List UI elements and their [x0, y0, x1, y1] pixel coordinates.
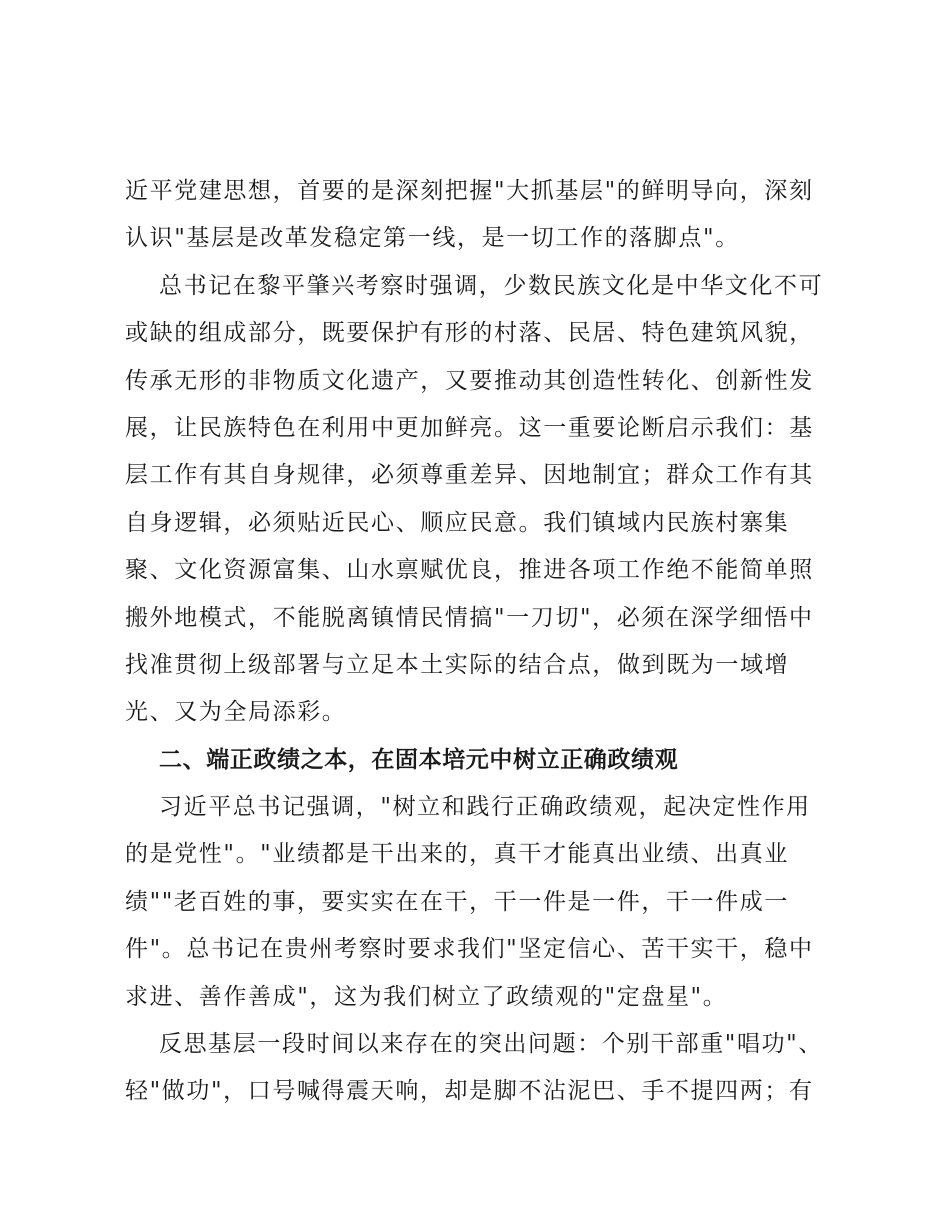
body-line: 自身逻辑，必须贴近民心、顺应民意。我们镇域内民族村寨集: [125, 509, 790, 536]
body-line: 近平党建思想，首要的是深刻把握"大抓基层"的鲜明导向，深刻: [125, 178, 814, 204]
body-line: 聚、文化资源富集、山水禀赋优良，推进各项工作绝不能简单照: [125, 557, 814, 584]
body-line: 认识"基层是改革发稳定第一线，是一切工作的落脚点"。: [125, 225, 740, 252]
body-line: 绩""老百姓的事，要实实在在干，干一件是一件，干一件成一: [125, 888, 789, 915]
body-line: 传承无形的非物质文化遗产，又要推动其创造性转化、创新性发: [125, 367, 814, 394]
section-heading: 二、端正政绩之本，在固本培元中树立正确政绩观: [159, 746, 679, 773]
body-line: 总书记在黎平肇兴考察时强调，少数民族文化是中华文化不可: [159, 272, 824, 299]
body-line: 件"。总书记在贵州考察时要求我们"坚定信心、苦干实干，稳中: [125, 936, 814, 963]
body-line: 展，让民族特色在利用中更加鲜亮。这一重要论断启示我们：基: [125, 414, 814, 441]
body-line: 习近平总书记强调，"树立和践行正确政绩观，起决定性作用: [159, 794, 811, 821]
body-line: 找准贯彻上级部署与立足本土实际的结合点，做到既为一域增: [125, 651, 790, 678]
body-line: 反思基层一段时间以来存在的突出问题：个别干部重"唱功"、: [159, 1031, 823, 1058]
document-body: [125, 168, 825, 1116]
body-line: 搬外地模式，不能脱离镇情民情搞"一刀切"，必须在深学细悟中: [125, 604, 814, 631]
body-line: 的是党性"。"业绩都是干出来的，真干才能真出业绩、出真业: [125, 841, 789, 868]
body-line: 求进、善作善成"，这为我们树立了政绩观的"定盘星"。: [125, 983, 728, 1010]
body-line: 光、又为全局添彩。: [125, 699, 347, 726]
body-line: 层工作有其自身规律，必须尊重差异、因地制宜；群众工作有其: [125, 462, 814, 489]
body-line: 或缺的组成部分，既要保护有形的村落、民居、特色建筑风貌，: [125, 320, 814, 347]
body-line: 轻"做功"，口号喊得震天响，却是脚不沾泥巴、手不提四两；有: [125, 1078, 814, 1105]
